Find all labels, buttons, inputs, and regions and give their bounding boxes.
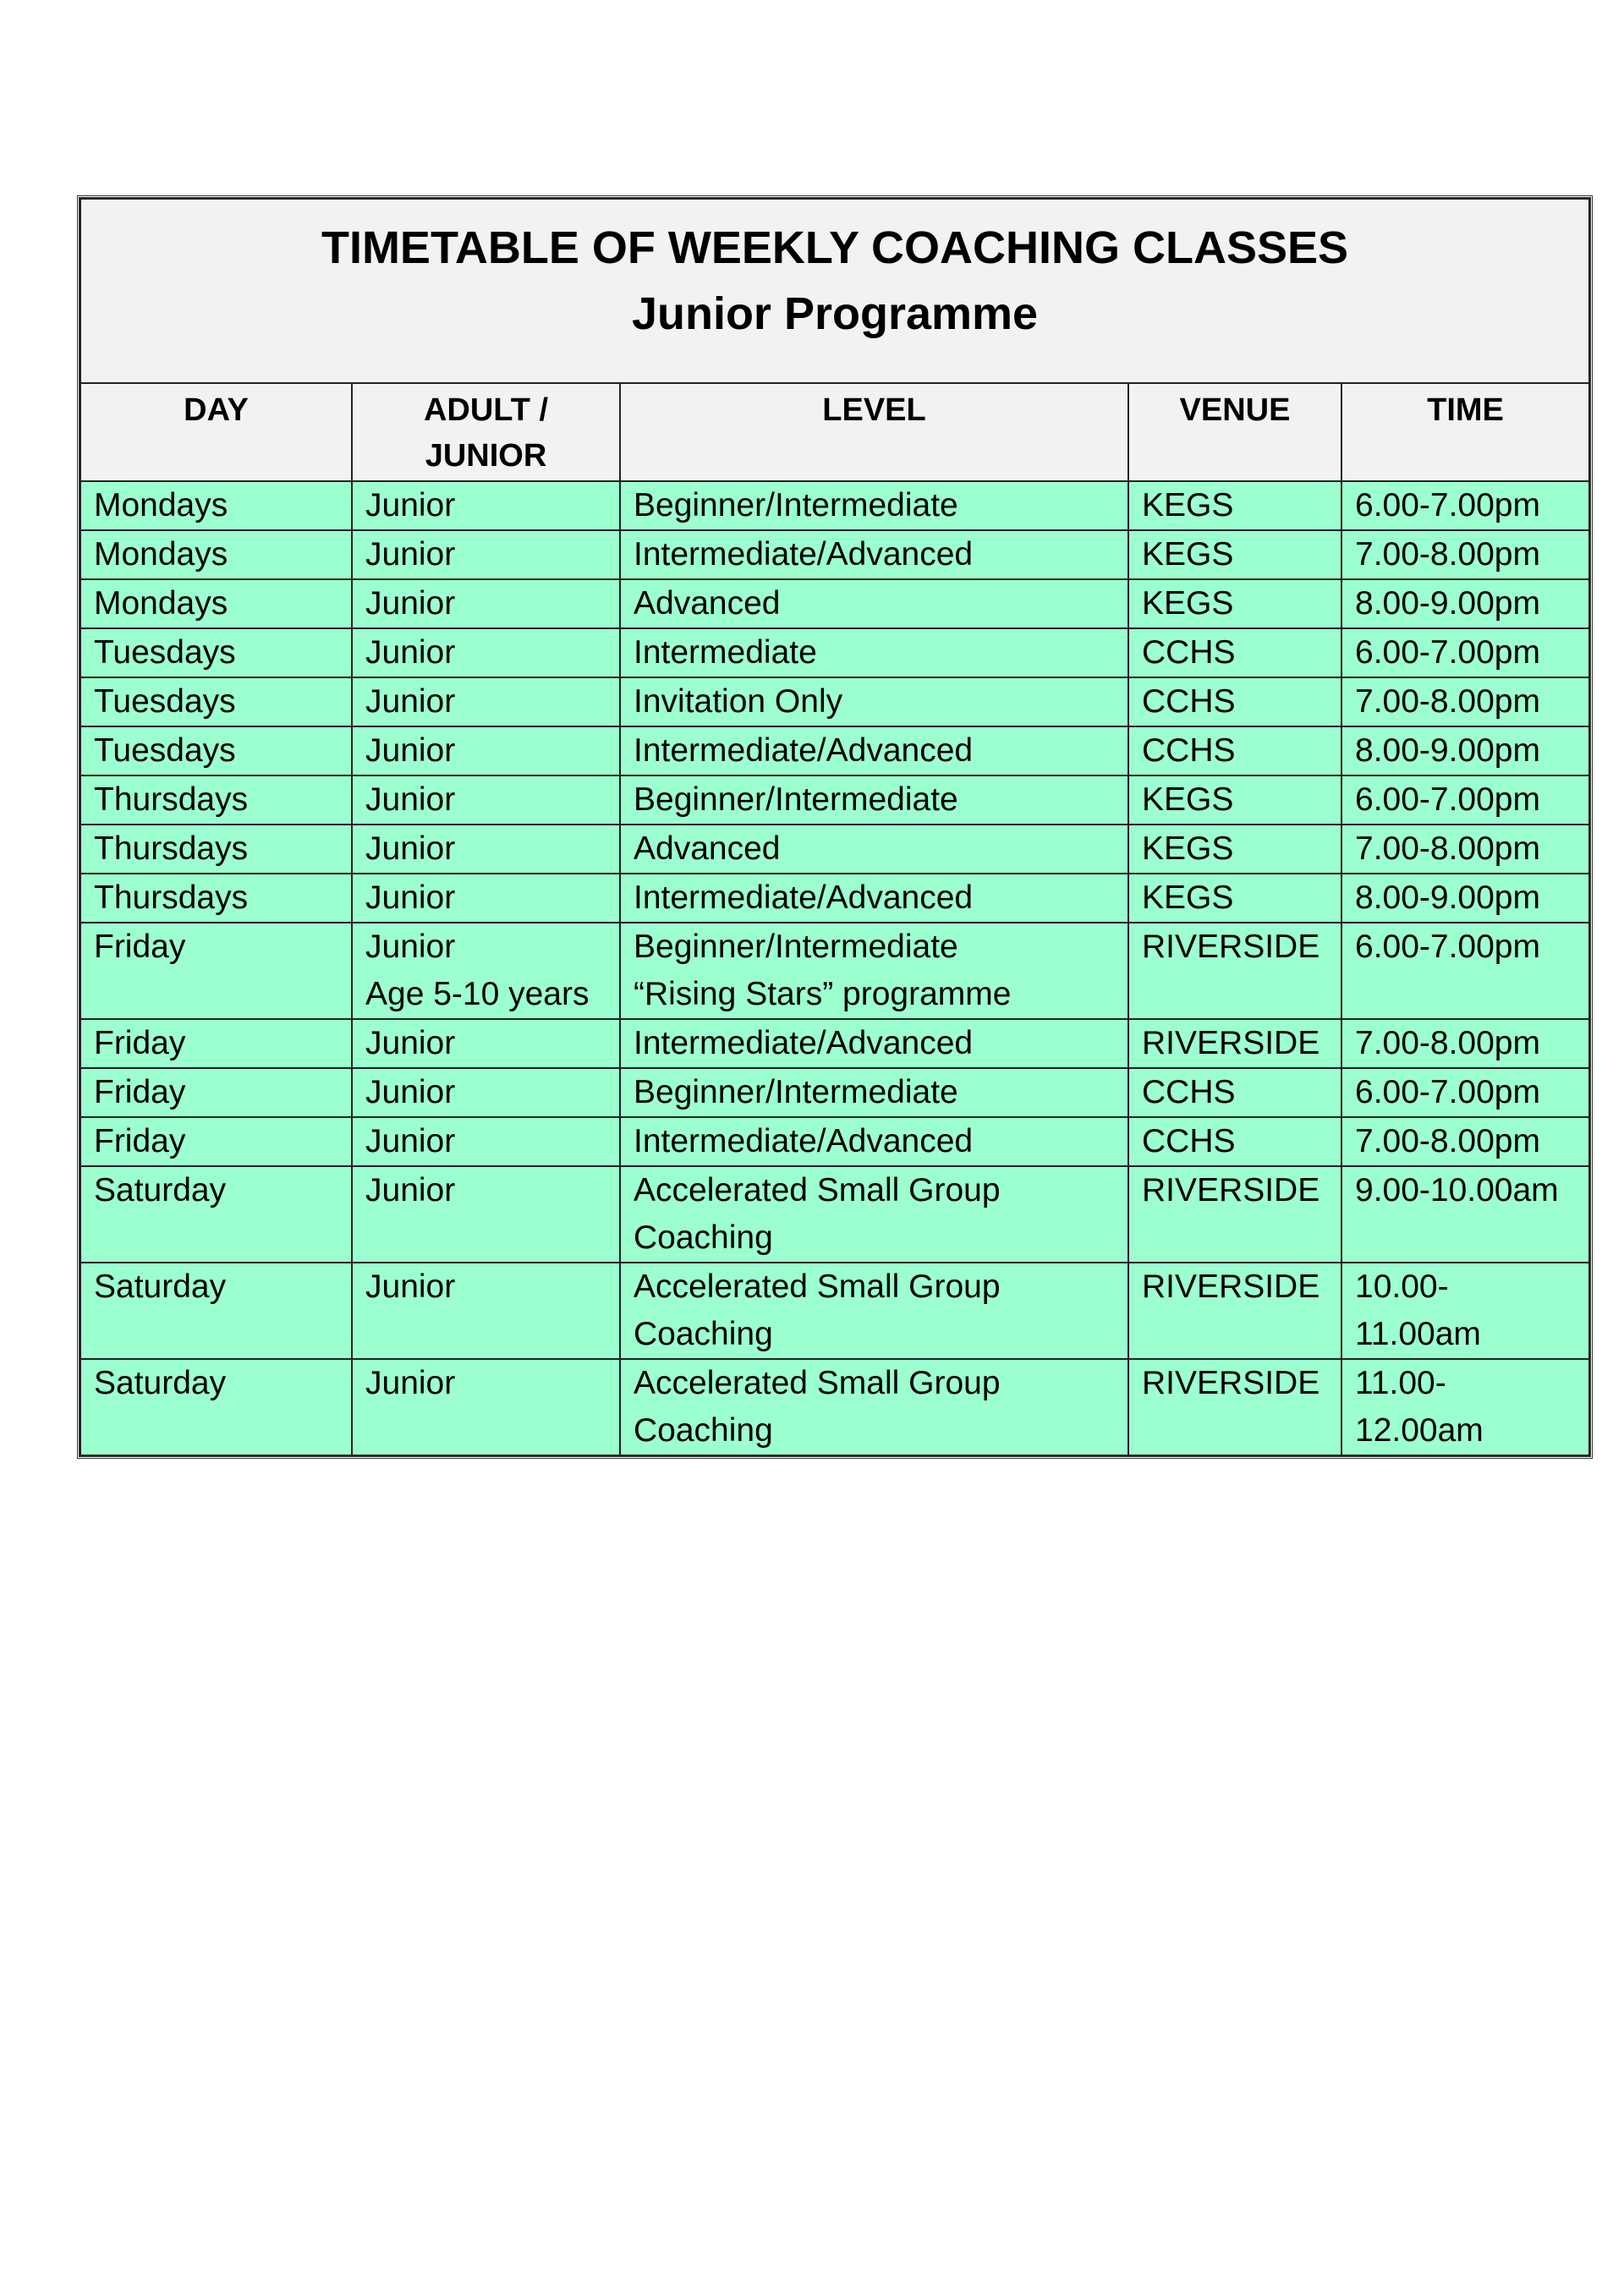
cell-venue-text: KEGS [1142, 781, 1234, 818]
cell-venue-text: CCHS [1142, 1074, 1236, 1110]
cell-day-text: Saturday [94, 1172, 227, 1208]
cell-adult-junior-text: Junior [365, 634, 456, 671]
cell-day [80, 481, 352, 530]
cell-venue-text: CCHS [1142, 634, 1236, 671]
cell-venue [1128, 775, 1341, 825]
cell-day [80, 1019, 352, 1068]
table-row [80, 874, 1589, 923]
cell-level-text: Accelerated Small Group [634, 1269, 1001, 1305]
cell-time-text: 9.00-10.00am [1355, 1172, 1559, 1208]
cell-time-text: 6.00-7.00pm [1355, 1074, 1540, 1110]
cell-venue [1128, 1166, 1341, 1263]
cell-venue [1128, 1359, 1341, 1455]
table-row [80, 628, 1589, 677]
cell-time [1341, 923, 1589, 1019]
cell-day [80, 530, 352, 579]
cell-adult-junior-line2: Age 5-10 years [365, 976, 590, 1012]
cell-day [80, 1068, 352, 1117]
column-header-adult-junior-line1: ADULT / [423, 392, 549, 428]
cell-adult-junior-text: Junior [365, 929, 456, 965]
cell-level [620, 1019, 1128, 1068]
cell-day-text: Tuesdays [94, 634, 236, 671]
cell-adult-junior-text: Junior [365, 487, 456, 523]
cell-venue [1128, 530, 1341, 579]
cell-time-text: 7.00-8.00pm [1355, 536, 1540, 573]
cell-level [620, 726, 1128, 775]
table-row [80, 1019, 1589, 1068]
cell-time [1341, 481, 1589, 530]
cell-time [1341, 1068, 1589, 1117]
cell-venue-text: RIVERSIDE [1142, 1172, 1320, 1208]
cell-adult-junior [352, 1019, 620, 1068]
cell-time [1341, 1117, 1589, 1166]
cell-adult-junior-text: Junior [365, 1269, 456, 1305]
table-row [80, 530, 1589, 579]
cell-level [620, 677, 1128, 726]
cell-venue-text: KEGS [1142, 536, 1234, 573]
cell-level-text: Intermediate/Advanced [634, 536, 974, 573]
cell-level-text: Intermediate [634, 634, 817, 671]
cell-day-text: Tuesdays [94, 683, 236, 720]
cell-day-text: Thursdays [94, 781, 249, 818]
cell-day [80, 1263, 352, 1359]
table-row [80, 1068, 1589, 1117]
cell-day-text: Friday [94, 1123, 186, 1159]
cell-adult-junior-text: Junior [365, 732, 456, 769]
table-row [80, 1166, 1589, 1263]
cell-day-text: Saturday [94, 1365, 227, 1401]
cell-adult-junior-text: Junior [365, 879, 456, 916]
cell-level [620, 775, 1128, 825]
cell-venue-text: RIVERSIDE [1142, 1269, 1320, 1305]
cell-adult-junior [352, 726, 620, 775]
cell-adult-junior-text: Junior [365, 683, 456, 720]
cell-time [1341, 1359, 1589, 1455]
cell-time-text: 8.00-9.00pm [1355, 879, 1540, 916]
cell-level-line2: Coaching [634, 1316, 773, 1352]
table-row [80, 726, 1589, 775]
cell-adult-junior [352, 1117, 620, 1166]
cell-day [80, 825, 352, 874]
cell-adult-junior [352, 628, 620, 677]
cell-level-text: Beginner/Intermediate [634, 781, 958, 818]
cell-day [80, 1166, 352, 1263]
cell-level-text: Advanced [634, 830, 781, 867]
cell-day [80, 628, 352, 677]
cell-time-text: 6.00-7.00pm [1355, 929, 1540, 965]
cell-venue [1128, 923, 1341, 1019]
column-header-venue: VENUE [1128, 383, 1341, 481]
cell-level [620, 481, 1128, 530]
cell-adult-junior-text: Junior [365, 1123, 456, 1159]
cell-time [1341, 628, 1589, 677]
table-row [80, 825, 1589, 874]
cell-level-text: Intermediate/Advanced [634, 879, 974, 916]
cell-day-text: Thursdays [94, 830, 249, 867]
cell-adult-junior [352, 1068, 620, 1117]
table-row [80, 1263, 1589, 1359]
cell-time [1341, 677, 1589, 726]
page-subtitle: Junior Programme [631, 288, 1039, 339]
cell-adult-junior [352, 677, 620, 726]
cell-day [80, 579, 352, 628]
title-row [80, 199, 1589, 383]
page-title: TIMETABLE OF WEEKLY COACHING CLASSES [321, 222, 1349, 273]
cell-time-text: 6.00-7.00pm [1355, 487, 1540, 523]
cell-day [80, 775, 352, 825]
cell-time-text: 6.00-7.00pm [1355, 634, 1540, 671]
cell-time-line2: 11.00am [1355, 1316, 1481, 1352]
cell-level [620, 923, 1128, 1019]
cell-time [1341, 530, 1589, 579]
cell-time-text: 10.00- [1355, 1269, 1449, 1305]
cell-day-text: Thursdays [94, 879, 249, 916]
cell-level [620, 579, 1128, 628]
cell-day [80, 923, 352, 1019]
cell-adult-junior [352, 825, 620, 874]
cell-venue-text: KEGS [1142, 487, 1234, 523]
cell-time [1341, 579, 1589, 628]
cell-venue [1128, 1117, 1341, 1166]
cell-level [620, 1117, 1128, 1166]
cell-level [620, 1068, 1128, 1117]
cell-day-text: Friday [94, 929, 186, 965]
table-row [80, 1359, 1589, 1455]
cell-day-text: Saturday [94, 1269, 227, 1305]
cell-level-text: Accelerated Small Group [634, 1365, 1001, 1401]
cell-level [620, 1263, 1128, 1359]
cell-venue-text: CCHS [1142, 732, 1236, 769]
cell-time-text: 7.00-8.00pm [1355, 830, 1540, 867]
cell-time-text: 7.00-8.00pm [1355, 1025, 1540, 1061]
cell-level [620, 530, 1128, 579]
cell-venue-text: RIVERSIDE [1142, 929, 1320, 965]
cell-venue [1128, 1068, 1341, 1117]
cell-level [620, 1359, 1128, 1455]
cell-day-text: Mondays [94, 585, 228, 622]
table-row [80, 923, 1589, 1019]
cell-venue [1128, 481, 1341, 530]
column-header-day: DAY [80, 383, 352, 481]
cell-level-text: Beginner/Intermediate [634, 929, 958, 965]
cell-venue [1128, 1019, 1341, 1068]
table-row [80, 579, 1589, 628]
cell-venue-text: KEGS [1142, 830, 1234, 867]
cell-day [80, 1359, 352, 1455]
cell-time-text: 7.00-8.00pm [1355, 683, 1540, 720]
cell-adult-junior [352, 579, 620, 628]
cell-adult-junior [352, 1263, 620, 1359]
cell-venue-text: KEGS [1142, 585, 1234, 622]
cell-adult-junior [352, 1166, 620, 1263]
cell-adult-junior-text: Junior [365, 781, 456, 818]
cell-level-text: Beginner/Intermediate [634, 1074, 958, 1110]
column-header-adult-junior [352, 383, 620, 481]
table-row [80, 775, 1589, 825]
cell-time [1341, 825, 1589, 874]
cell-venue [1128, 726, 1341, 775]
cell-time-text: 8.00-9.00pm [1355, 732, 1540, 769]
cell-adult-junior-text: Junior [365, 585, 456, 622]
cell-level-text: Invitation Only [634, 683, 843, 720]
cell-adult-junior [352, 1359, 620, 1455]
cell-venue [1128, 628, 1341, 677]
cell-day-text: Friday [94, 1074, 186, 1110]
cell-adult-junior [352, 530, 620, 579]
cell-day-text: Mondays [94, 536, 228, 573]
cell-adult-junior-text: Junior [365, 1172, 456, 1208]
cell-level-text: Beginner/Intermediate [634, 487, 958, 523]
cell-level [620, 1166, 1128, 1263]
cell-venue [1128, 677, 1341, 726]
cell-venue [1128, 874, 1341, 923]
cell-day [80, 726, 352, 775]
cell-adult-junior-text: Junior [365, 1074, 456, 1110]
cell-venue-text: RIVERSIDE [1142, 1365, 1320, 1401]
column-header-adult-junior-line2: JUNIOR [425, 438, 547, 474]
cell-adult-junior-text: Junior [365, 830, 456, 867]
cell-venue-text: RIVERSIDE [1142, 1025, 1320, 1061]
cell-time-text: 8.00-9.00pm [1355, 585, 1540, 622]
cell-level-text: Intermediate/Advanced [634, 1123, 974, 1159]
cell-level-text: Intermediate/Advanced [634, 732, 974, 769]
cell-level [620, 874, 1128, 923]
cell-level-line2: “Rising Stars” programme [634, 976, 1012, 1012]
title-cell [80, 199, 1589, 383]
cell-day-text: Friday [94, 1025, 186, 1061]
cell-level-text: Intermediate/Advanced [634, 1025, 974, 1061]
cell-time [1341, 1166, 1589, 1263]
column-header-level: LEVEL [620, 383, 1128, 481]
table-row [80, 481, 1589, 530]
cell-adult-junior-text: Junior [365, 536, 456, 573]
cell-day [80, 1117, 352, 1166]
cell-level-text: Accelerated Small Group [634, 1172, 1001, 1208]
cell-adult-junior [352, 874, 620, 923]
cell-venue-text: CCHS [1142, 683, 1236, 720]
cell-day [80, 677, 352, 726]
cell-time-text: 6.00-7.00pm [1355, 781, 1540, 818]
cell-time-text: 11.00- [1355, 1365, 1446, 1401]
cell-time-text: 7.00-8.00pm [1355, 1123, 1540, 1159]
cell-time [1341, 1263, 1589, 1359]
timetable-frame [77, 195, 1593, 1459]
cell-venue [1128, 1263, 1341, 1359]
cell-time [1341, 726, 1589, 775]
cell-adult-junior [352, 923, 620, 1019]
cell-time-line2: 12.00am [1355, 1412, 1484, 1449]
header-row [80, 383, 1589, 481]
cell-day-text: Mondays [94, 487, 228, 523]
cell-level-text: Advanced [634, 585, 781, 622]
cell-time [1341, 874, 1589, 923]
cell-adult-junior [352, 481, 620, 530]
cell-time [1341, 1019, 1589, 1068]
cell-day-text: Tuesdays [94, 732, 236, 769]
cell-venue [1128, 579, 1341, 628]
cell-adult-junior-text: Junior [365, 1025, 456, 1061]
cell-adult-junior [352, 775, 620, 825]
column-header-time: TIME [1341, 383, 1589, 481]
cell-level-line2: Coaching [634, 1412, 773, 1449]
cell-day [80, 874, 352, 923]
table-row [80, 677, 1589, 726]
cell-venue [1128, 825, 1341, 874]
timetable [80, 198, 1590, 1456]
cell-level-line2: Coaching [634, 1219, 773, 1256]
cell-time [1341, 775, 1589, 825]
cell-venue-text: KEGS [1142, 879, 1234, 916]
cell-level [620, 825, 1128, 874]
table-row [80, 1117, 1589, 1166]
cell-venue-text: CCHS [1142, 1123, 1236, 1159]
cell-adult-junior-text: Junior [365, 1365, 456, 1401]
cell-level [620, 628, 1128, 677]
